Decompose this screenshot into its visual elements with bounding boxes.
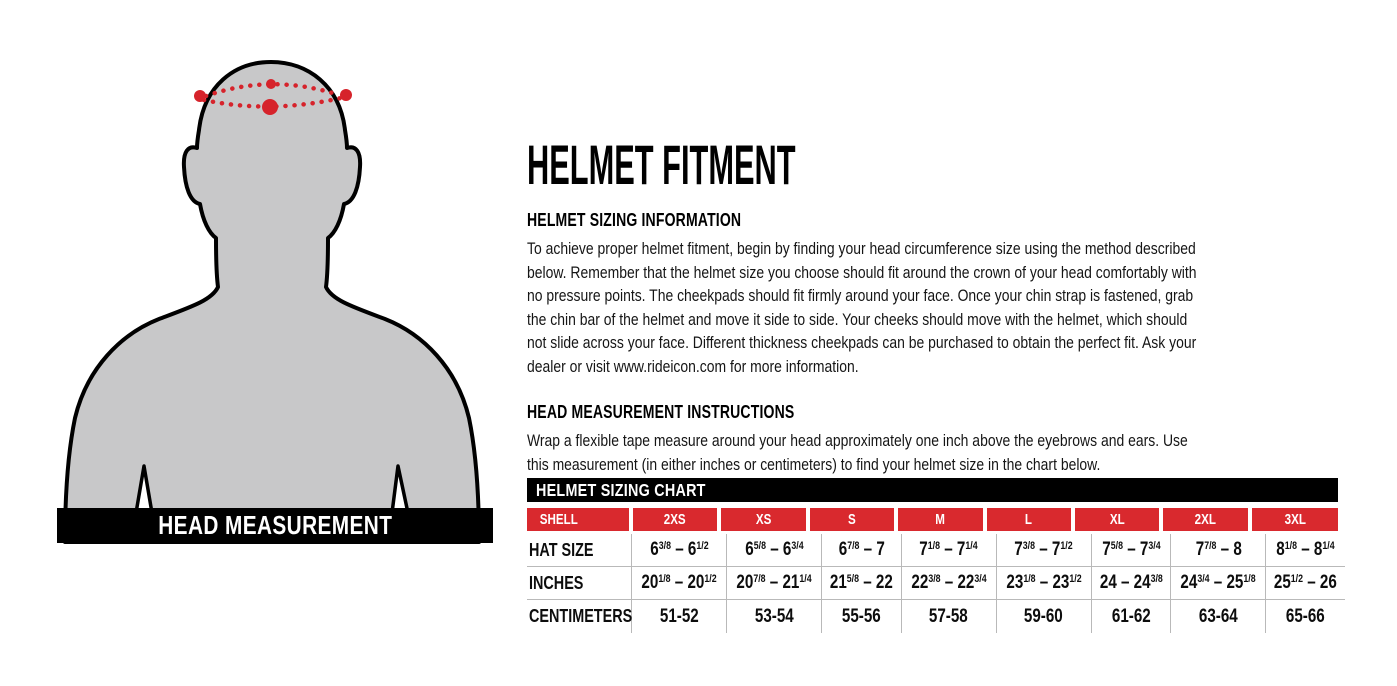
chart-cell: 63-64 [1170, 600, 1265, 633]
chart-cell: 55-56 [821, 600, 901, 633]
chart-cell: 59-60 [996, 600, 1091, 633]
chart-header-row [527, 508, 1338, 531]
chart-cell: $6^{7/8} - 7$ [821, 534, 901, 567]
sizing-information-heading: HELMET SIZING INFORMATION [527, 210, 742, 230]
silhouette-shape [65, 62, 479, 542]
chart-row-label: HAT SIZE [527, 534, 631, 567]
head-measurement-figure [40, 40, 510, 560]
page-title: HELMET FITMENT [527, 133, 796, 196]
tape-dot-front [262, 99, 278, 115]
chart-cell: $22^{3/8} - 22^{3/4}$ [901, 567, 996, 600]
chart-cell: $23^{1/8} - 23^{1/2}$ [996, 567, 1091, 600]
chart-cell: $6^{5/8} - 6^{3/4}$ [726, 534, 821, 567]
chart-cell: 53-54 [726, 600, 821, 633]
chart-cell: 51-52 [631, 600, 726, 633]
chart-cell: $20^{7/8} - 21^{1/4}$ [726, 567, 821, 600]
chart-cell: 65-66 [1265, 600, 1345, 633]
chart-header-cell: 2XL [1161, 508, 1249, 531]
chart-cell: $6^{3/8} - 6^{1/2}$ [631, 534, 726, 567]
chart-cell: 57-58 [901, 600, 996, 633]
chart-cell: $7^{5/8} - 7^{3/4}$ [1091, 534, 1171, 567]
chart-row-label: INCHES [527, 567, 631, 600]
chart-cell: 61-62 [1091, 600, 1171, 633]
chart-cell: $7^{1/8} - 7^{1/4}$ [901, 534, 996, 567]
chart-body [527, 534, 1338, 633]
chart-cell: $20^{1/8} - 20^{1/2}$ [631, 567, 726, 600]
fitment-info-column [527, 133, 1347, 476]
head-measurement-banner-label: HEAD MEASUREMENT [157, 510, 393, 540]
chart-title-bar [527, 478, 1338, 502]
helmet-sizing-chart [527, 478, 1338, 633]
chart-header-cell: S [808, 508, 896, 531]
chart-header-cell: XS [719, 508, 807, 531]
tape-dot-left [194, 90, 206, 102]
tape-dot-top [266, 79, 276, 89]
head-measurement-banner [57, 508, 493, 543]
chart-cell: $24^{3/4} - 25^{1/8}$ [1170, 567, 1265, 600]
measurement-instructions-heading: HEAD MEASUREMENT INSTRUCTIONS [527, 402, 795, 422]
chart-title: HELMET SIZING CHART [536, 479, 706, 500]
chart-cell: $25^{1/2} - 26$ [1265, 567, 1345, 600]
chart-header-cell: XL [1073, 508, 1161, 531]
chart-cell: $7^{7/8} - 8$ [1170, 534, 1265, 567]
chart-header-cell: M [896, 508, 984, 531]
tape-dot-right [340, 89, 352, 101]
chart-row-label: CENTIMETERS [529, 606, 633, 626]
sizing-information-paragraph: To achieve proper helmet fitment, begin by finding your head circumference size using the method described below. Remember that the helmet size you choose should fit around the crown of your head comfortably with no pressure points. The cheekpads should fit firmly around your face. Once your chin strap is fastened, grab the chin bar of the helmet and move it side to side. Your cheeks should move with the helmet, which should not slide across your face. Different thickness cheekpads can be purchased to obtain the perfect fit. Ask your dealer or visit www.rideicon.com for more information. [527, 239, 1197, 376]
chart-header-cell: 2XS [631, 508, 719, 531]
chart-header-cell: L [985, 508, 1073, 531]
chart-header-shell: SHELL [527, 508, 631, 531]
head-silhouette-illustration [40, 40, 510, 560]
chart-cell: $24 - 24^{3/8}$ [1091, 567, 1171, 600]
chart-cell: $7^{3/8} - 7^{1/2}$ [996, 534, 1091, 567]
chart-header-cell: 3XL [1250, 508, 1338, 531]
chart-cell: $21^{5/8} - 22$ [821, 567, 901, 600]
measurement-instructions-paragraph: Wrap a flexible tape measure around your head approximately one inch above the eyebrows and ears. Use this measurement (in either inches or centimeters) to find your helmet size in the chart below. [527, 431, 1188, 474]
chart-cell: $8^{1/8} - 8^{1/4}$ [1265, 534, 1345, 567]
